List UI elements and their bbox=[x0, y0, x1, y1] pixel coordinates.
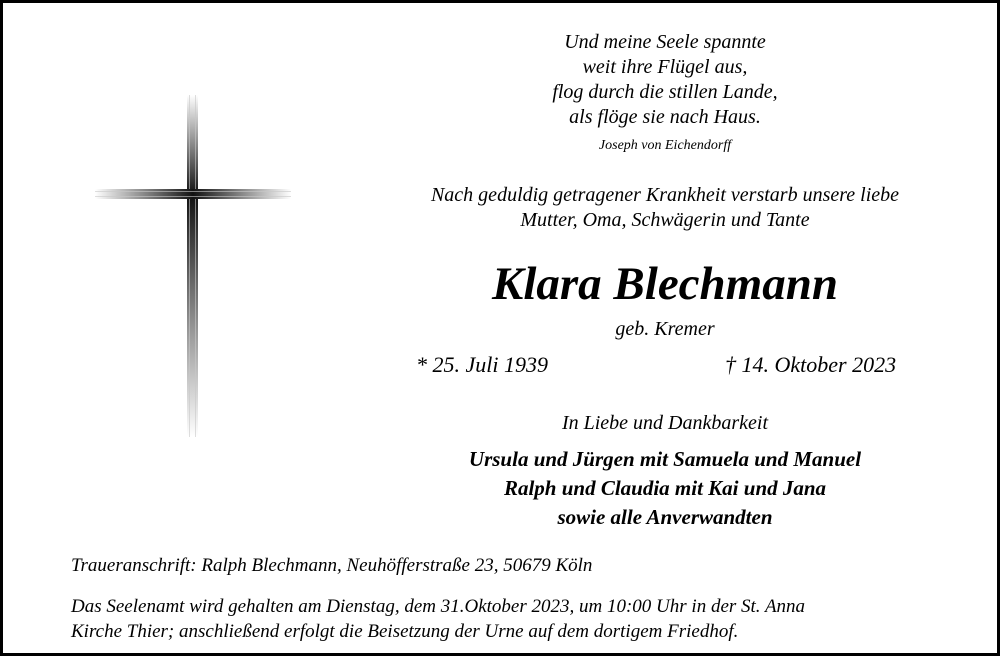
poem-line: Und meine Seele spannte bbox=[564, 31, 766, 53]
poem-line: weit ihre Flügel aus, bbox=[582, 56, 748, 78]
service-line: Kirche Thier; anschließend erfolgt die Beisetzung der Urne auf dem dortigem Friedhof. bbox=[71, 621, 739, 642]
intro-text bbox=[395, 183, 935, 233]
poem-line: flog durch die stillen Lande, bbox=[552, 81, 778, 103]
intro-line: Mutter, Oma, Schwägerin und Tante bbox=[520, 209, 810, 231]
mourner-line: sowie alle Anverwandten bbox=[557, 505, 773, 529]
poem-line: als flöge sie nach Haus. bbox=[569, 106, 761, 128]
mourners-list bbox=[395, 445, 935, 532]
mourner-line: Ursula und Jürgen mit Samuela und Manuel bbox=[468, 447, 862, 471]
mourning-address: Traueranschrift: Ralph Blechmann, Neuhöfferstraße 23, 50679 Köln bbox=[71, 555, 593, 576]
maiden-name: geb. Kremer bbox=[615, 318, 715, 340]
mourner-line: Ralph und Claudia mit Kai und Jana bbox=[503, 476, 827, 500]
death-date: † 14. Oktober 2023 bbox=[725, 352, 897, 377]
poem bbox=[395, 30, 935, 130]
service-info bbox=[71, 594, 805, 644]
poem-author: Joseph von Eichendorff bbox=[598, 138, 732, 153]
birth-date: * 25. Juli 1939 bbox=[416, 352, 548, 377]
deceased-name: Klara Blechmann bbox=[491, 258, 839, 310]
service-line: Das Seelenamt wird gehalten am Dienstag, dem 31.Oktober 2023, um 10:00 Uhr in der St. Anna bbox=[71, 596, 806, 617]
intro-line: Nach geduldig getragener Krankheit verstarb unsere liebe bbox=[430, 184, 900, 206]
cross-icon bbox=[95, 95, 291, 437]
closing-phrase: In Liebe und Dankbarkeit bbox=[561, 412, 769, 434]
